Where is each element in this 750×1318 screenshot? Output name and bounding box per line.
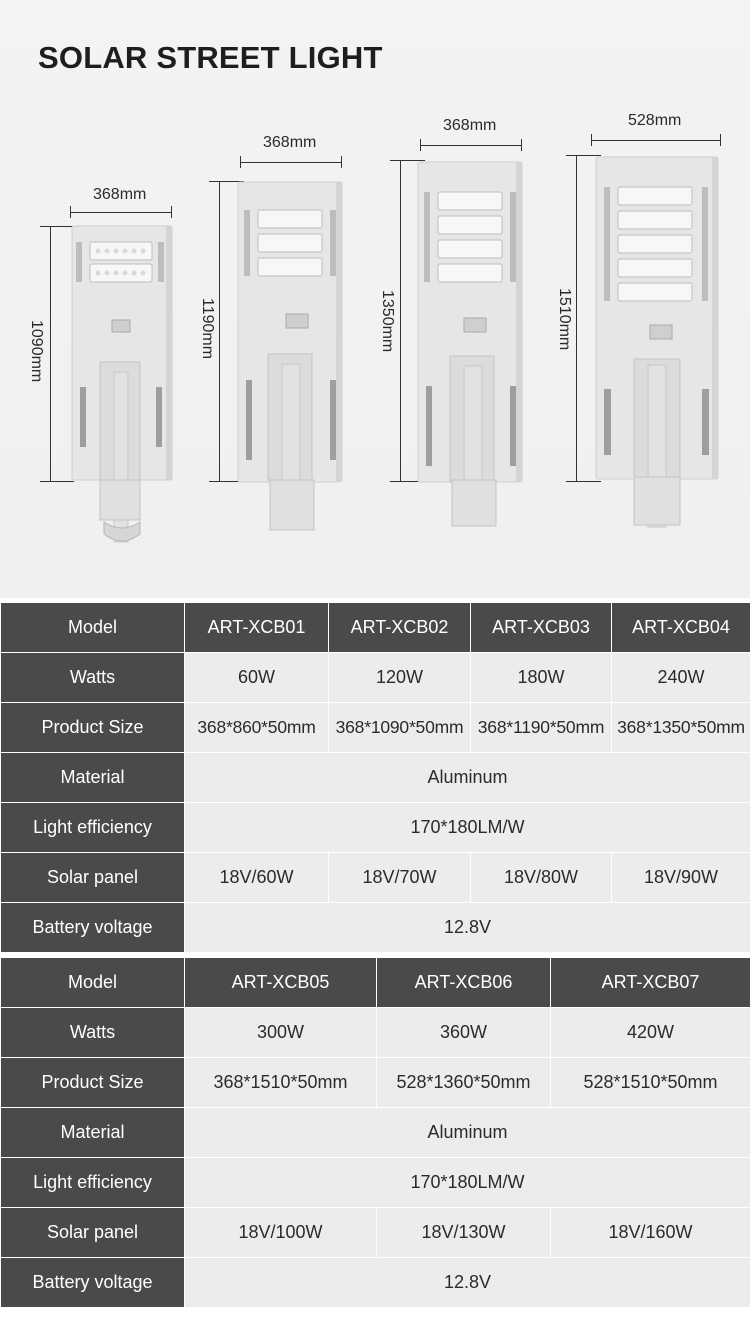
lamp-1-image: [70, 222, 176, 544]
table-row: [1, 703, 750, 753]
width-dimension-line: [240, 162, 342, 163]
table-row: [1, 853, 750, 903]
battery-cell: 12.8V: [185, 1258, 750, 1308]
row-label-watts: Watts: [1, 653, 185, 703]
row-label-material: Material: [1, 1108, 185, 1158]
watts-cell: 120W: [329, 653, 471, 703]
row-label-solar-panel: Solar panel: [1, 853, 185, 903]
specification-tables: [0, 602, 750, 1308]
table-row: [1, 603, 750, 653]
watts-cell: 180W: [471, 653, 612, 703]
row-label-product-size: Product Size: [1, 1058, 185, 1108]
row-label-light-efficiency: Light efficiency: [1, 1158, 185, 1208]
table-row: [1, 958, 750, 1008]
solar-cell: 18V/60W: [185, 853, 329, 903]
table-row: [1, 1108, 750, 1158]
solar-cell: 18V/80W: [471, 853, 612, 903]
solar-cell: 18V/160W: [551, 1208, 750, 1258]
table-row: [1, 1008, 750, 1058]
model-cell: ART-XCB03: [471, 603, 612, 653]
model-cell: ART-XCB07: [551, 958, 750, 1008]
battery-cell: 12.8V: [185, 903, 750, 953]
material-cell: Aluminum: [185, 1108, 750, 1158]
size-cell: 528*1360*50mm: [377, 1058, 551, 1108]
model-cell: ART-XCB05: [185, 958, 377, 1008]
size-cell: 368*860*50mm: [185, 703, 329, 753]
row-label-solar-panel: Solar panel: [1, 1208, 185, 1258]
row-label-model: Model: [1, 603, 185, 653]
watts-cell: 240W: [612, 653, 750, 703]
table-row: [1, 1058, 750, 1108]
product-illustration-area: [0, 0, 750, 598]
model-cell: ART-XCB01: [185, 603, 329, 653]
table-row: [1, 653, 750, 703]
material-cell: Aluminum: [185, 753, 750, 803]
width-dimension-line: [591, 140, 721, 141]
efficiency-cell: 170*180LM/W: [185, 1158, 750, 1208]
width-dimension-line: [70, 212, 172, 213]
spec-table-1: [0, 602, 750, 953]
watts-cell: 420W: [551, 1008, 750, 1058]
row-label-watts: Watts: [1, 1008, 185, 1058]
table-row: [1, 1258, 750, 1308]
table-row: [1, 903, 750, 953]
size-cell: 368*1090*50mm: [329, 703, 471, 753]
model-cell: ART-XCB04: [612, 603, 750, 653]
watts-cell: 300W: [185, 1008, 377, 1058]
size-cell: 368*1510*50mm: [185, 1058, 377, 1108]
height-dimension-line: [400, 160, 401, 482]
solar-cell: 18V/70W: [329, 853, 471, 903]
height-dimension-line: [219, 181, 220, 482]
row-label-battery-voltage: Battery voltage: [1, 903, 185, 953]
lamp-1-height-label: 1090mm: [28, 320, 45, 383]
lamp-3-width-label: 368mm: [443, 117, 497, 134]
solar-cell: 18V/90W: [612, 853, 750, 903]
table-row: [1, 1158, 750, 1208]
lamp-3-image: [414, 160, 528, 532]
watts-cell: 360W: [377, 1008, 551, 1058]
lamp-4-height-label: 1510mm: [556, 288, 573, 351]
lamp-2-image: [234, 180, 348, 534]
lamp-3-height-label: 1350mm: [379, 290, 396, 353]
row-label-model: Model: [1, 958, 185, 1008]
height-dimension-line: [50, 226, 51, 482]
row-label-material: Material: [1, 753, 185, 803]
row-label-battery-voltage: Battery voltage: [1, 1258, 185, 1308]
size-cell: 368*1350*50mm: [612, 703, 750, 753]
model-cell: ART-XCB06: [377, 958, 551, 1008]
watts-cell: 60W: [185, 653, 329, 703]
size-cell: 368*1190*50mm: [471, 703, 612, 753]
row-label-light-efficiency: Light efficiency: [1, 803, 185, 853]
lamp-4-width-label: 528mm: [628, 112, 682, 129]
table-row: [1, 1208, 750, 1258]
table-row: [1, 753, 750, 803]
lamp-2-width-label: 368mm: [263, 134, 317, 151]
page-title: SOLAR STREET LIGHT: [38, 40, 383, 75]
height-dimension-line: [576, 155, 577, 482]
lamp-2-height-label: 1190mm: [199, 298, 216, 360]
efficiency-cell: 170*180LM/W: [185, 803, 750, 853]
row-label-product-size: Product Size: [1, 703, 185, 753]
solar-cell: 18V/100W: [185, 1208, 377, 1258]
table-row: [1, 803, 750, 853]
lamp-4-image: [594, 155, 722, 531]
width-dimension-line: [420, 145, 522, 146]
solar-cell: 18V/130W: [377, 1208, 551, 1258]
spec-table-2: [0, 957, 750, 1308]
lamp-1-width-label: 368mm: [93, 186, 147, 203]
size-cell: 528*1510*50mm: [551, 1058, 750, 1108]
model-cell: ART-XCB02: [329, 603, 471, 653]
